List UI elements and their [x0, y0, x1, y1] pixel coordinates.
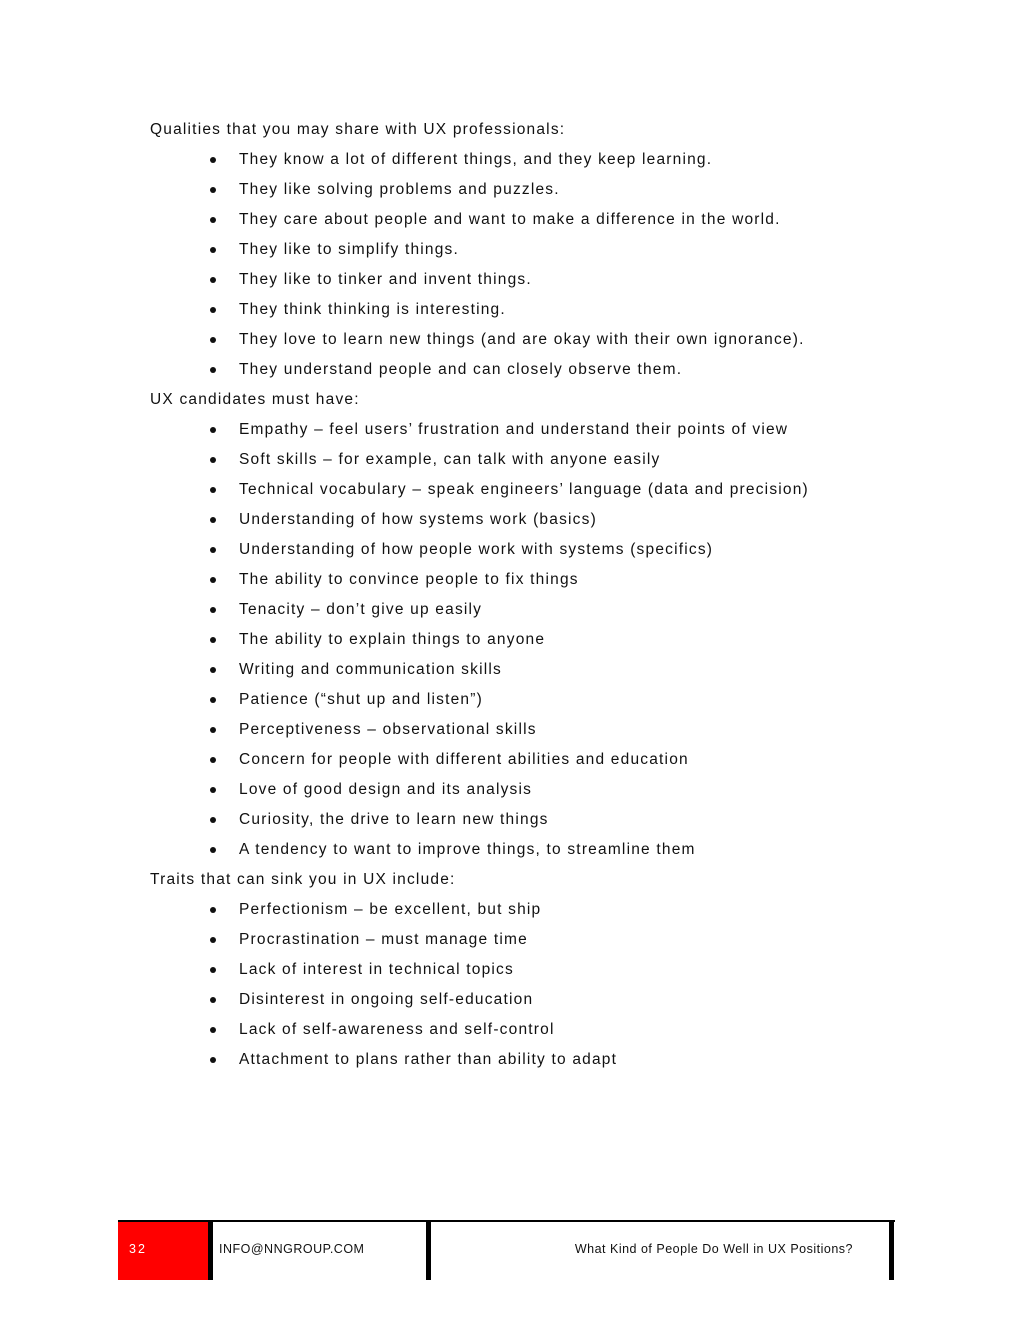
- list-item: [150, 840, 850, 860]
- list-item-text: They like solving problems and puzzles.: [239, 181, 560, 198]
- list-item: [150, 630, 850, 650]
- page-number: 32: [129, 1242, 147, 1256]
- bullet-icon: [210, 787, 216, 793]
- bullet-list: [150, 150, 850, 380]
- bullet-icon: [210, 907, 216, 913]
- list-item: [150, 450, 850, 470]
- list-item: [150, 270, 850, 290]
- list-item: [150, 510, 850, 530]
- bullet-icon: [210, 607, 216, 613]
- list-item-text: Writing and communication skills: [239, 661, 502, 678]
- list-item-text: Understanding of how people work with systems (specifics): [239, 541, 714, 558]
- bullet-icon: [210, 487, 216, 493]
- list-item: [150, 480, 850, 500]
- list-item: [150, 1050, 850, 1070]
- list-item-text: They think thinking is interesting.: [239, 301, 506, 318]
- list-item: [150, 900, 850, 920]
- bullet-icon: [210, 187, 216, 193]
- bullet-icon: [210, 367, 216, 373]
- footer-divider: [889, 1220, 894, 1280]
- list-item: [150, 210, 850, 230]
- list-item: [150, 180, 850, 200]
- bullet-icon: [210, 997, 216, 1003]
- list-item: [150, 570, 850, 590]
- section-must-have: [150, 390, 850, 860]
- list-item: [150, 960, 850, 980]
- bullet-icon: [210, 457, 216, 463]
- bullet-icon: [210, 277, 216, 283]
- page-content: [150, 120, 850, 1080]
- page-number-box: [118, 1220, 208, 1280]
- bullet-icon: [210, 427, 216, 433]
- list-item-text: They know a lot of different things, and they keep learning.: [239, 151, 713, 168]
- bullet-icon: [210, 637, 216, 643]
- page-footer: [118, 1220, 895, 1280]
- list-item-text: Empathy – feel users’ frustration and understand their points of view: [239, 421, 789, 438]
- bullet-icon: [210, 337, 216, 343]
- bullet-icon: [210, 307, 216, 313]
- list-item-text: Patience (“shut up and listen”): [239, 691, 483, 708]
- list-item-text: A tendency to want to improve things, to streamline them: [239, 841, 696, 858]
- list-item-text: Perceptiveness – observational skills: [239, 721, 537, 738]
- section-traits-sink: [150, 870, 850, 1070]
- list-item: [150, 780, 850, 800]
- section-heading: UX candidates must have:: [150, 391, 360, 408]
- list-item-text: Concern for people with different abilities and education: [239, 751, 689, 768]
- bullet-icon: [210, 757, 216, 763]
- section-qualities: [150, 120, 850, 380]
- list-item-text: They like to simplify things.: [239, 241, 460, 258]
- list-item: [150, 240, 850, 260]
- list-item: [150, 420, 850, 440]
- bullet-icon: [210, 217, 216, 223]
- bullet-icon: [210, 517, 216, 523]
- list-item-text: Technical vocabulary – speak engineers’ language (data and precision): [239, 481, 809, 498]
- bullet-list: [150, 420, 850, 860]
- footer-divider: [118, 1220, 895, 1222]
- bullet-icon: [210, 937, 216, 943]
- footer-divider: [426, 1220, 431, 1280]
- list-item-text: They understand people and can closely observe them.: [239, 361, 683, 378]
- list-item-text: Attachment to plans rather than ability to adapt: [239, 1051, 618, 1068]
- list-item-text: Disinterest in ongoing self-education: [239, 991, 534, 1008]
- list-item-text: They care about people and want to make a difference in the world.: [239, 211, 781, 228]
- list-item-text: They love to learn new things (and are okay with their own ignorance).: [239, 331, 805, 348]
- footer-title: What Kind of People Do Well in UX Positions?: [574, 1242, 853, 1256]
- list-item: [150, 300, 850, 320]
- list-item: [150, 990, 850, 1010]
- list-item: [150, 330, 850, 350]
- bullet-icon: [210, 967, 216, 973]
- list-item-text: Lack of interest in technical topics: [239, 961, 514, 978]
- list-item: [150, 810, 850, 830]
- list-item-text: Procrastination – must manage time: [239, 931, 528, 948]
- list-item: [150, 600, 850, 620]
- list-item-text: Curiosity, the drive to learn new things: [239, 811, 549, 828]
- bullet-icon: [210, 157, 216, 163]
- list-item-text: They like to tinker and invent things.: [239, 271, 532, 288]
- bullet-icon: [210, 727, 216, 733]
- list-item-text: Love of good design and its analysis: [239, 781, 533, 798]
- list-item: [150, 540, 850, 560]
- footer-email: INFO@NNGROUP.COM: [219, 1242, 365, 1256]
- list-item: [150, 690, 850, 710]
- list-item-text: Lack of self-awareness and self-control: [239, 1021, 555, 1038]
- list-item: [150, 930, 850, 950]
- bullet-icon: [210, 697, 216, 703]
- list-item-text: The ability to explain things to anyone: [239, 631, 546, 648]
- bullet-icon: [210, 577, 216, 583]
- footer-divider: [208, 1220, 213, 1280]
- list-item: [150, 1020, 850, 1040]
- list-item: [150, 720, 850, 740]
- section-heading: Traits that can sink you in UX include:: [150, 871, 456, 888]
- list-item: [150, 750, 850, 770]
- bullet-icon: [210, 247, 216, 253]
- bullet-icon: [210, 667, 216, 673]
- list-item: [150, 660, 850, 680]
- bullet-icon: [210, 847, 216, 853]
- bullet-icon: [210, 817, 216, 823]
- bullet-list: [150, 900, 850, 1070]
- list-item-text: Tenacity – don’t give up easily: [239, 601, 483, 618]
- list-item-text: Perfectionism – be excellent, but ship: [239, 901, 542, 918]
- list-item-text: Soft skills – for example, can talk with anyone easily: [239, 451, 661, 468]
- list-item-text: Understanding of how systems work (basics): [239, 511, 597, 528]
- bullet-icon: [210, 547, 216, 553]
- list-item: [150, 360, 850, 380]
- bullet-icon: [210, 1057, 216, 1063]
- section-heading: Qualities that you may share with UX professionals:: [150, 121, 566, 138]
- list-item-text: The ability to convince people to fix things: [239, 571, 579, 588]
- bullet-icon: [210, 1027, 216, 1033]
- list-item: [150, 150, 850, 170]
